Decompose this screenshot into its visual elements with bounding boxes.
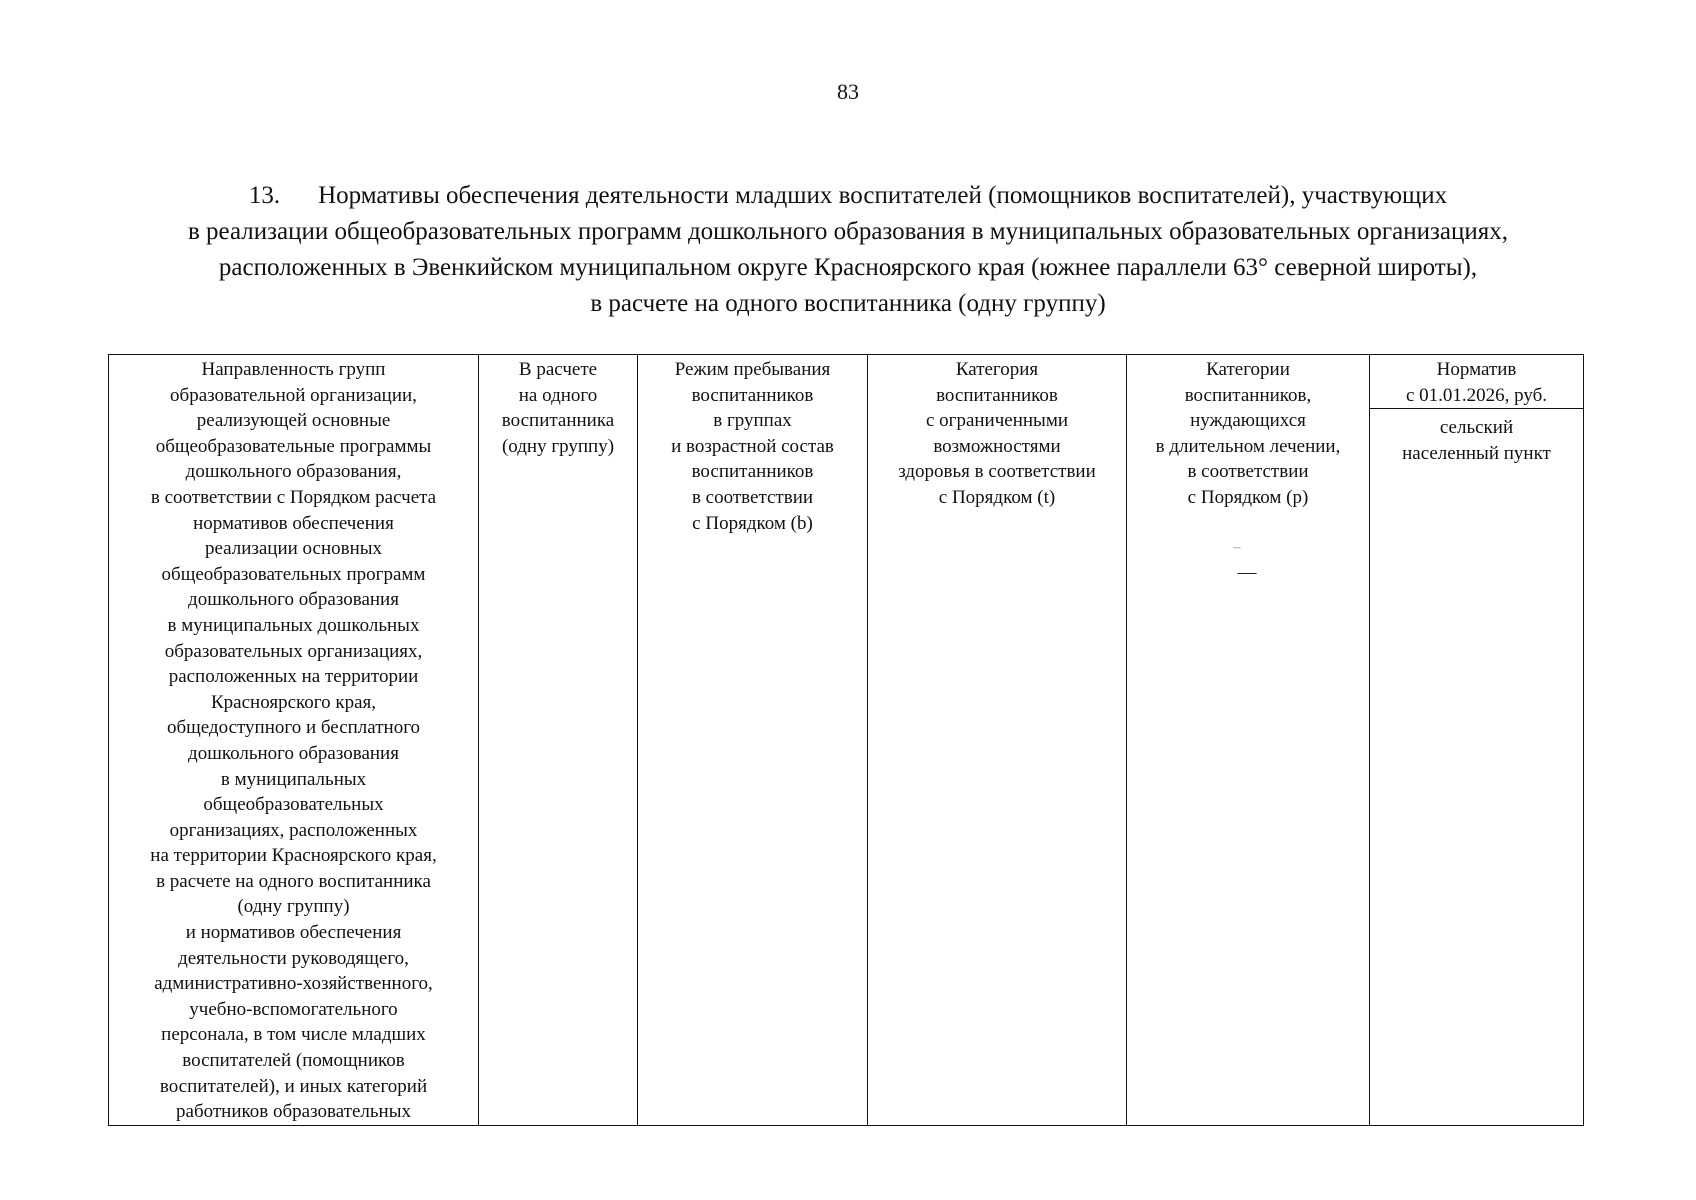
title-line-3: расположенных в Эвенкийском муниципальном округе Красноярского края (южнее параллели 63° северной широты),	[218, 254, 1478, 281]
title-line-2: в реализации общеобразовательных программ дошкольного образования в муниципальных образовательных организациях,	[187, 218, 1508, 245]
document-title	[110, 178, 1586, 322]
title-line-4: в расчете на одного воспитанника (одну группу)	[590, 290, 1106, 317]
header-category-hd: Категория воспитанников с ограниченными возможностями здоровья в соответствии с Порядком (t)	[868, 355, 1127, 1126]
header-mode: Режим пребывания воспитанников в группах и возрастной состав воспитанников в соответствии с Порядком (b)	[638, 355, 868, 1126]
page-number: 83	[837, 79, 859, 104]
header-direction: Направленность групп образовательной организации, реализующей основные общеобразовательные программы дошкольного образования, в соответствии с Порядком расчета нормативов обеспечения реализации основных общеобразовательных программ дошкольного образования в муниципальных дошкольных образовательных организациях, расположенных на территории Красноярского края, общедоступного и бесплатного дошкольного образования в муниципальных общеобразовательных организациях, расположенных на территории Красноярского края, в расчете на одного воспитанника (одну группу) и нормативов обеспечения деятельности руководящего, административно-хозяйственного, учебно-вспомогательного персонала, в том числе младших воспитателей (помощников воспитателей), и иных категорий работников образовательных	[109, 355, 479, 1126]
norms-table	[108, 354, 1584, 1126]
header-category-treatment: Категории воспитанников, нуждающихся в длительном лечении, в соответствии с Порядком (p) – —	[1127, 355, 1370, 1126]
header-norm-rural: сельский населенный пункт	[1370, 409, 1584, 1126]
header-norm: Норматив с 01.01.2026, руб.	[1370, 355, 1584, 409]
title-line-1: 13. Нормативы обеспечения деятельности младших воспитателей (помощников воспитателей), участвующих	[110, 178, 1586, 214]
dash-mark: – —	[1233, 539, 1259, 584]
section-number: 13.	[248, 182, 281, 209]
header-per-unit: В расчете на одного воспитанника (одну группу)	[479, 355, 638, 1126]
